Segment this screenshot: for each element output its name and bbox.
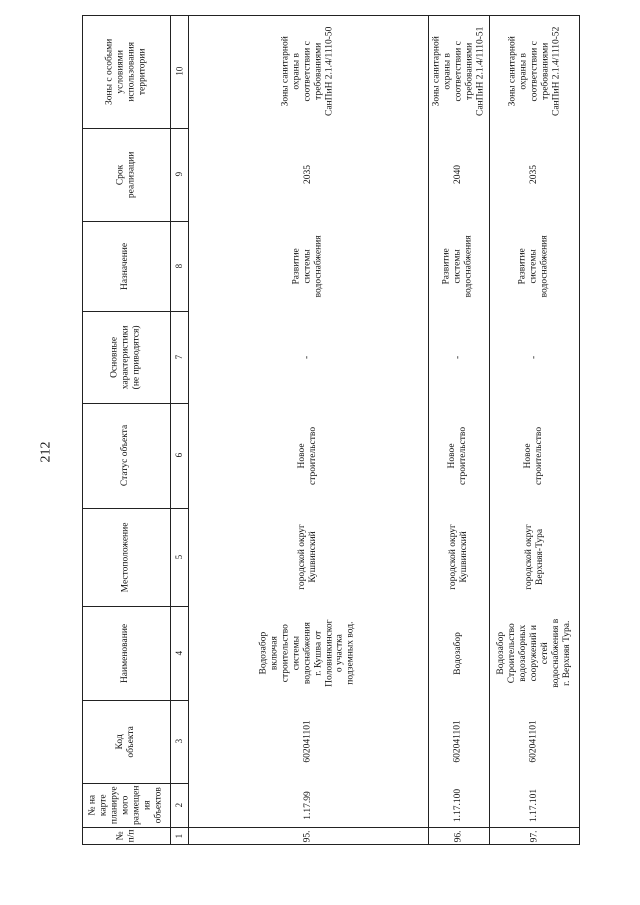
table-cell-text: 602041101 (529, 720, 540, 763)
table-cell-text: 95. (302, 830, 313, 842)
table-cell (489, 15, 580, 128)
table-cell-text: Развитие системы водоснабжения (442, 234, 474, 298)
column-number (170, 311, 188, 403)
table-cell-text: Водозабор (453, 631, 464, 675)
column-number-text: 2 (173, 802, 184, 808)
table-cell-text: 96. (453, 830, 464, 842)
table-cell (428, 403, 489, 508)
table-cell-text: городской округ Кушвинский (297, 524, 318, 590)
table-cell-text: 2035 (302, 164, 313, 184)
table-cell-text: Новое строительство (523, 426, 545, 485)
column-number-text: 6 (173, 453, 184, 458)
table-cell-text: Новое строительство (447, 426, 469, 485)
table-cell-text: 97. (529, 830, 540, 842)
table-cell-text: 1.17.99 (302, 790, 313, 820)
table-cell (188, 783, 428, 827)
table-cell (188, 311, 428, 403)
column-header-text: Основные характеристики (не приводятся) (109, 325, 142, 389)
column-header (82, 827, 170, 845)
table-cell-text: 1.17.100 (453, 788, 464, 822)
table-cell (188, 606, 428, 700)
table-cell-text: 1.17.101 (529, 788, 540, 822)
table-cell-text: Водозабор Строительство водозаборных сооружений и сетей водоснабжения в г. Верхняя Тура. (496, 618, 572, 688)
column-header-text: Местоположение (120, 522, 131, 592)
table-cell (428, 15, 489, 128)
column-number (170, 128, 188, 221)
column-number (170, 221, 188, 311)
table-cell (188, 403, 428, 508)
column-number-text: 4 (173, 650, 184, 656)
table-cell (489, 827, 580, 845)
column-number-text: 1 (173, 833, 184, 839)
table-cell-text: Развитие системы водоснабжения (518, 234, 550, 298)
table-cell (188, 221, 428, 311)
table-cell-text: - (529, 355, 540, 359)
table-cell (428, 128, 489, 221)
table-cell-text: Зоны санитарной охраны в соответствии с требованиями СанПиН 2.1.4/1110-50 (280, 26, 335, 117)
table-cell-text: Зоны санитарной охраны в соответствии с требованиями СанПиН 2.1.4/1110-52 (507, 26, 561, 117)
table-cell (489, 311, 580, 403)
table-cell (489, 128, 580, 221)
column-header (82, 403, 170, 508)
table-cell-text: Зоны санитарной охраны в соответствии с требованиями СанПиН 2.1.4/1110-51 (431, 26, 485, 117)
table-cell (428, 700, 489, 783)
column-number (170, 700, 188, 783)
table-cell (188, 128, 428, 221)
table-cell (489, 508, 580, 606)
column-header (82, 700, 170, 783)
table-cell-text: 602041101 (453, 720, 464, 763)
table-cell-text: - (302, 355, 313, 359)
table-cell-text: - (453, 355, 464, 359)
column-number-text: 10 (173, 67, 184, 76)
column-header-text: Наименование (120, 623, 131, 683)
table-cell-text: Водозабор включая строительство системы водоснабжения г. Кушва от Половинкинског о участка подземных вод. (258, 619, 357, 687)
table-cell (489, 403, 580, 508)
column-header (82, 508, 170, 606)
column-number-text: 7 (173, 354, 184, 360)
column-header-text: Статус объекта (120, 424, 131, 487)
column-number (170, 783, 188, 827)
table-cell (428, 606, 489, 700)
column-number-text: 9 (173, 172, 184, 177)
column-number (170, 606, 188, 700)
table-cell (188, 15, 428, 128)
table-cell (428, 311, 489, 403)
table-cell (489, 783, 580, 827)
table-cell (489, 606, 580, 700)
table-cell (428, 508, 489, 606)
column-number (170, 827, 188, 845)
column-number (170, 508, 188, 606)
column-header-text: Срок реализации (115, 151, 136, 198)
table-cell (428, 221, 489, 311)
table-cell (188, 700, 428, 783)
table-cell-text: 602041101 (302, 720, 313, 763)
column-header-text: № на карте планируе мого размещен ия объектов (87, 785, 164, 825)
table-cell (428, 827, 489, 845)
column-header (82, 606, 170, 700)
table-cell-text: 2035 (529, 164, 540, 184)
column-header (82, 783, 170, 827)
column-number (170, 403, 188, 508)
column-number (170, 15, 188, 128)
column-header (82, 221, 170, 311)
column-header (82, 128, 170, 221)
column-number-text: 5 (173, 554, 184, 560)
page-number: 212 (38, 441, 54, 463)
table-cell-text: 2040 (453, 164, 464, 184)
column-header (82, 311, 170, 403)
table-cell-text: городской округ Верхняя-Тура (523, 524, 545, 590)
column-header (82, 15, 170, 128)
column-header-text: Назначение (120, 242, 131, 290)
column-header-text: Зоны с особыми условиями использования территории (104, 38, 147, 105)
table-cell-text: Развитие системы водоснабжения (291, 234, 324, 298)
table-cell (489, 700, 580, 783)
column-header-text: Код объекта (115, 725, 136, 758)
table-cell (188, 508, 428, 606)
column-number-text: 3 (173, 739, 184, 744)
table-cell (188, 827, 428, 845)
table-cell-text: Новое строительство (297, 426, 318, 485)
data-table (82, 15, 580, 845)
table-cell (428, 783, 489, 827)
table-cell-text: городской округ Кушвинский (447, 524, 469, 590)
column-header-text: № п/п (115, 829, 136, 843)
column-number-text: 8 (173, 263, 184, 269)
table-cell (489, 221, 580, 311)
